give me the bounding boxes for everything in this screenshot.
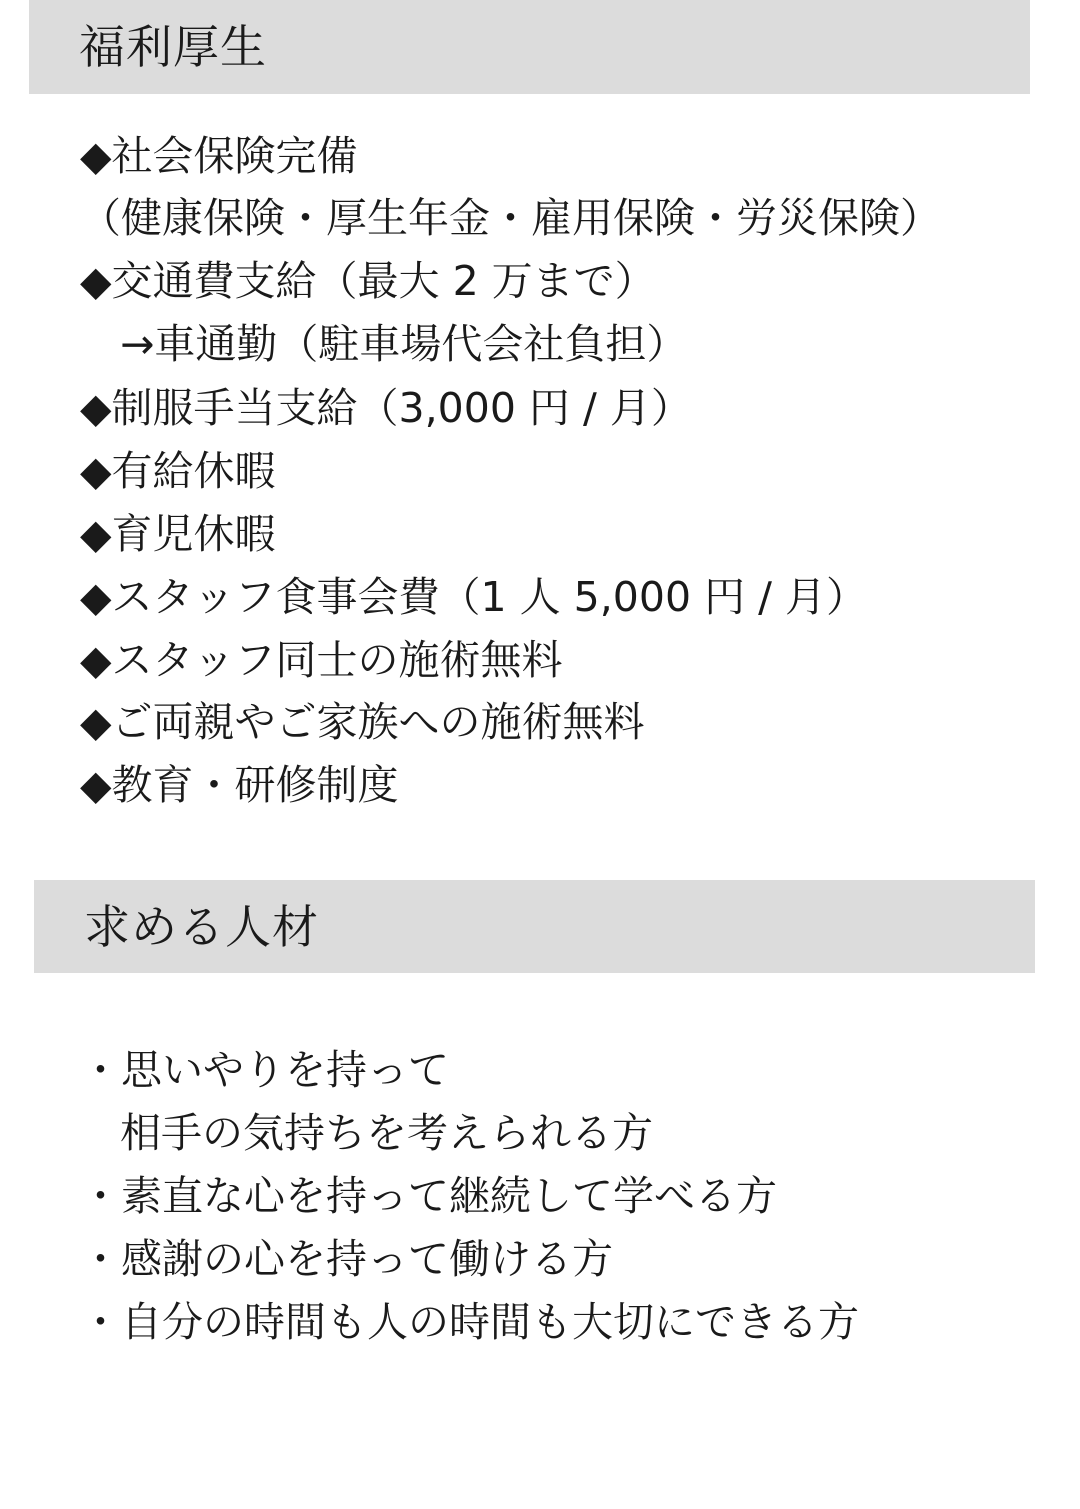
- benefit-item: ◆スタッフ食事会費（1 人 5,000 円 / 月）: [80, 573, 867, 621]
- benefit-item: ◆交通費支給（最大 2 万まで）: [80, 257, 656, 305]
- benefit-item: ◆ご両親やご家族への施術無料: [80, 698, 645, 746]
- benefit-item: （健康保険・厚生年金・雇用保険・労災保険）: [80, 194, 941, 242]
- talent-title: 求める人材: [84, 899, 319, 954]
- talent-section-header: [34, 880, 1035, 973]
- talent-item: ・感謝の心を持って働ける方: [80, 1235, 613, 1283]
- benefit-item: ◆制服手当支給（3,000 円 / 月）: [80, 384, 692, 432]
- talent-subitem: 相手の気持ちを考えられる方: [120, 1109, 653, 1157]
- talent-item: ・思いやりを持って: [80, 1046, 449, 1094]
- benefit-item: ◆社会保険完備: [80, 132, 358, 180]
- benefit-subitem: →車通勤（駐車場代会社負担）: [120, 320, 688, 368]
- talent-item: ・自分の時間も人の時間も大切にできる方: [80, 1298, 859, 1346]
- talent-item: ・素直な心を持って継続して学べる方: [80, 1172, 777, 1220]
- benefit-item: ◆教育・研修制度: [80, 761, 399, 809]
- benefit-item: ◆スタッフ同士の施術無料: [80, 636, 563, 684]
- benefits-title: 福利厚生: [79, 20, 267, 74]
- benefit-item: ◆有給休暇: [80, 447, 276, 495]
- benefit-item: ◆育児休暇: [80, 510, 276, 558]
- benefits-section-header: [29, 0, 1030, 94]
